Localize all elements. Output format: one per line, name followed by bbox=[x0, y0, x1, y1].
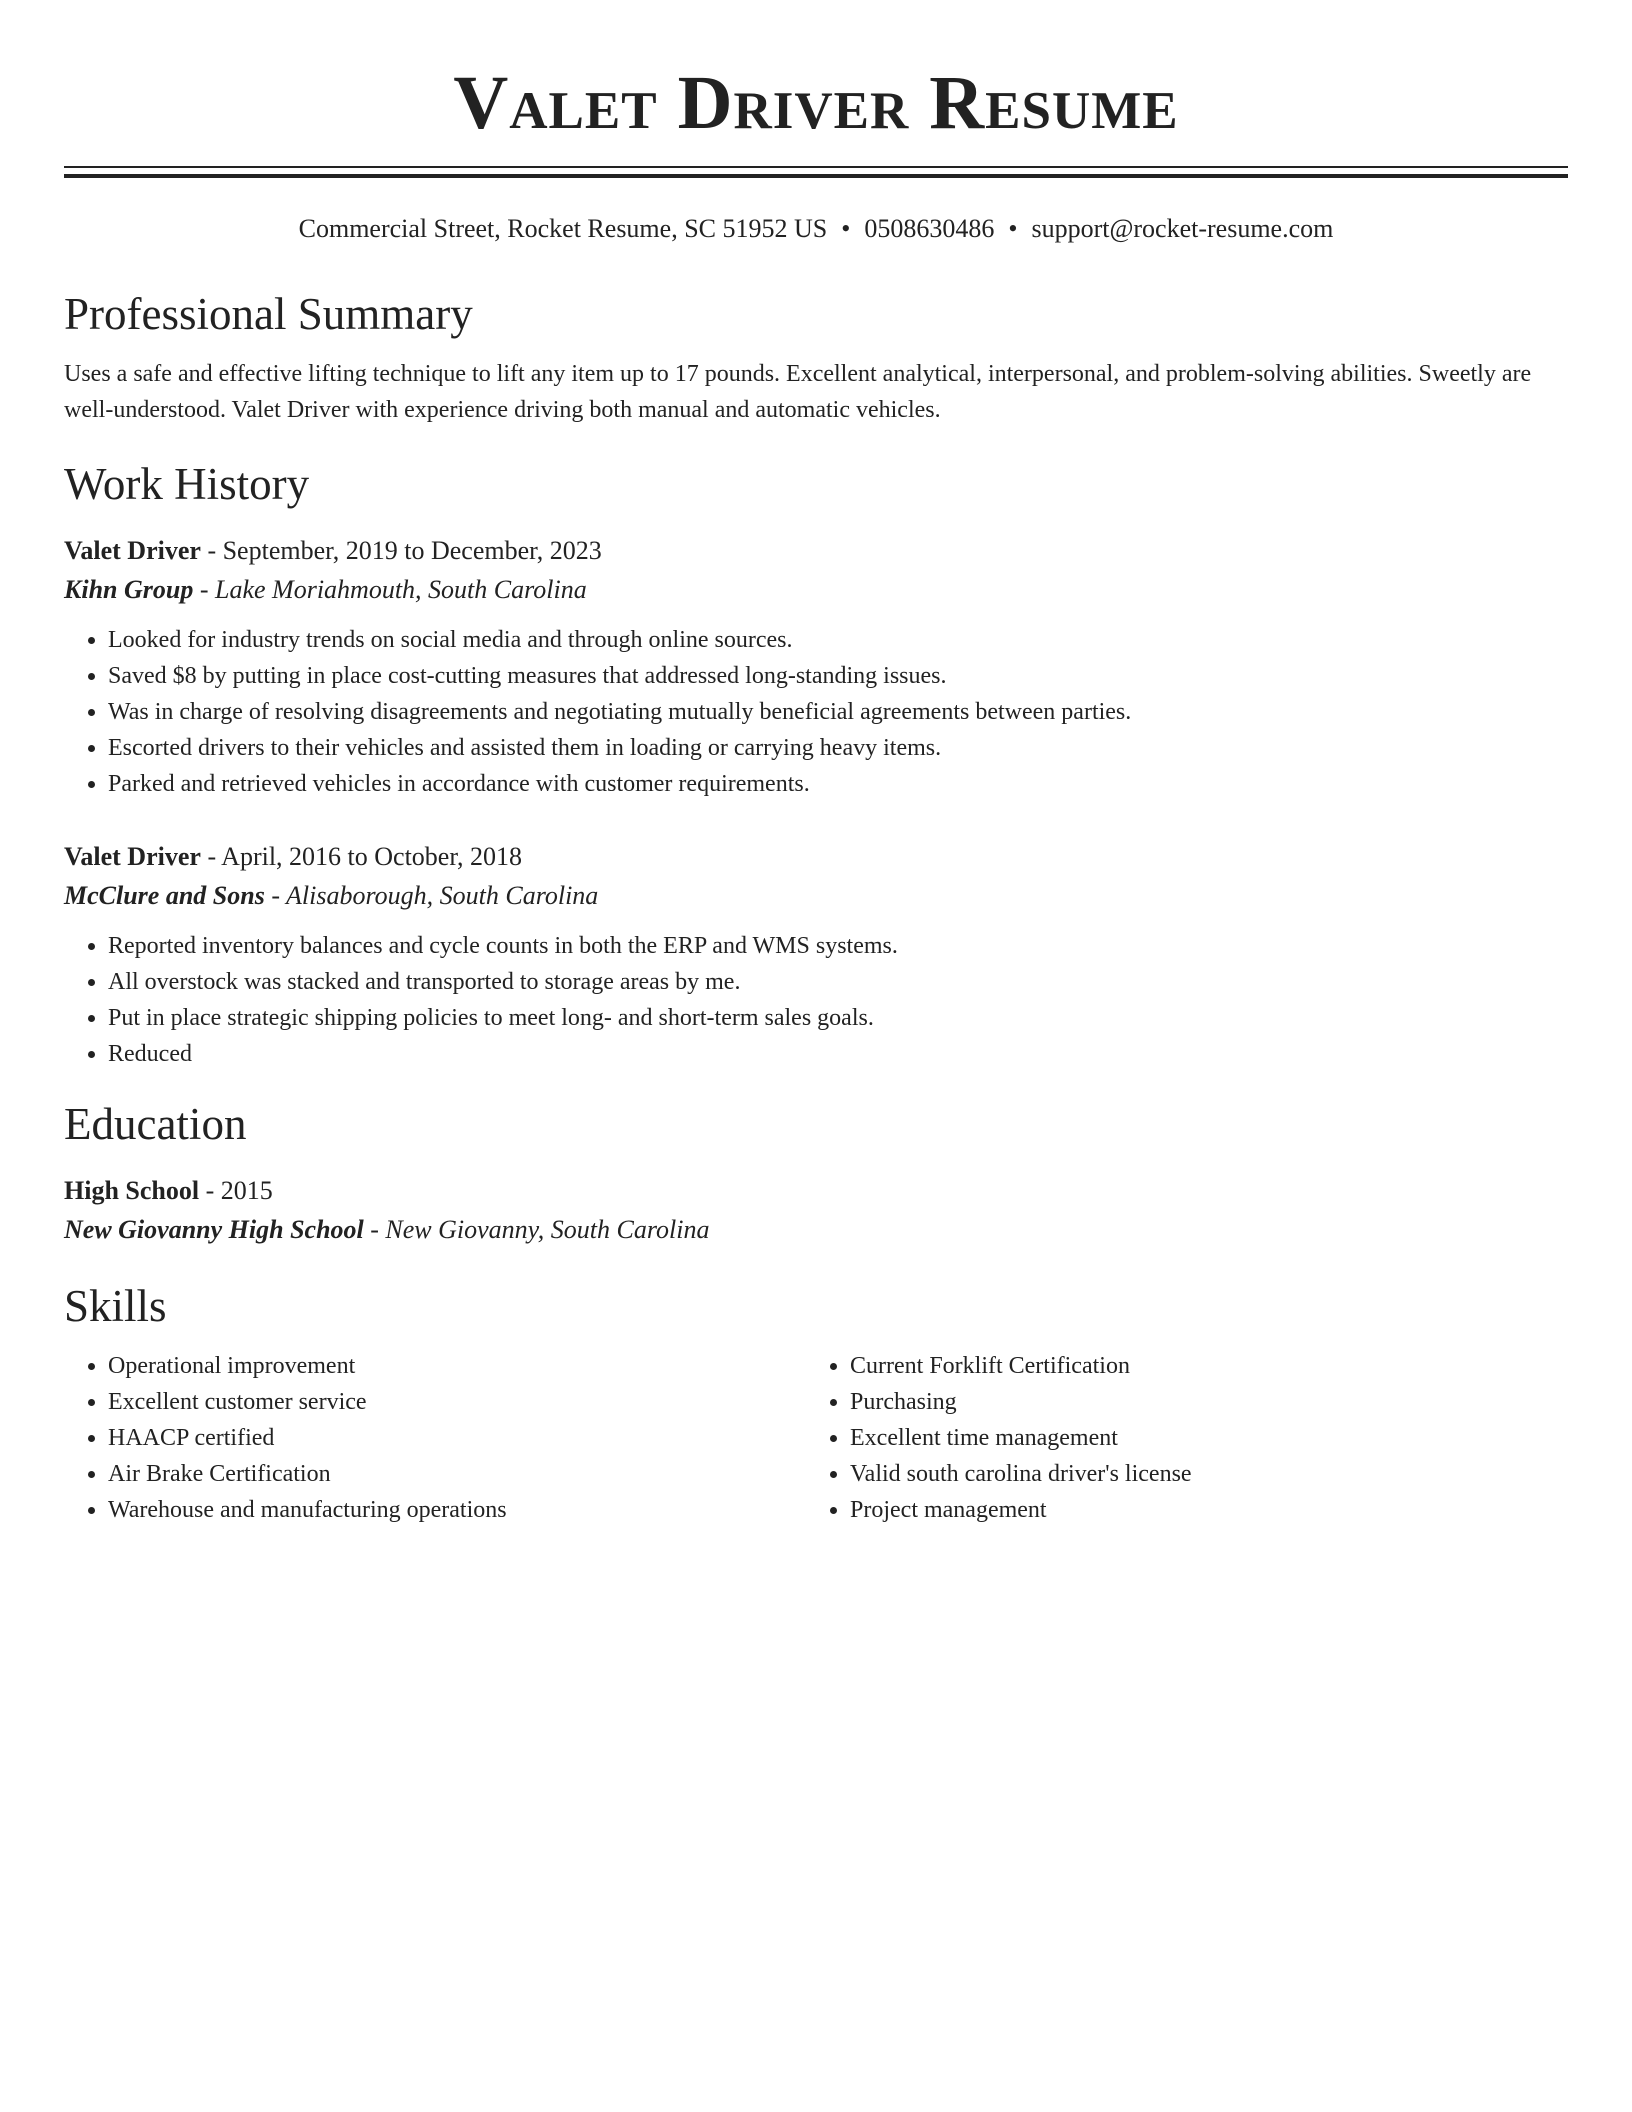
skills-column-left bbox=[64, 1348, 806, 1528]
title-divider bbox=[64, 166, 1568, 178]
contact-email: support@rocket-resume.com bbox=[1031, 214, 1334, 243]
work-history-heading: Work History bbox=[64, 459, 310, 509]
education-degree: High School bbox=[64, 1176, 200, 1205]
contact-phone: 0508630486 bbox=[864, 214, 995, 243]
job-role: Valet Driver bbox=[64, 536, 201, 565]
list-item: • Reduced bbox=[108, 1036, 1568, 1072]
list-item: • Parked and retrieved vehicles in accordance with customer requirements. bbox=[108, 766, 1568, 802]
skill-item: • Valid south carolina driver's license bbox=[850, 1456, 1548, 1492]
list-item: • Escorted drivers to their vehicles and assisted them in loading or carrying heavy items. bbox=[108, 730, 1568, 766]
contact-separator: • bbox=[841, 214, 851, 243]
education-location: - New Giovanny, South Carolina bbox=[363, 1215, 710, 1244]
divider-thick-line bbox=[64, 174, 1568, 178]
job-company-line bbox=[64, 876, 1568, 916]
job-location: - Lake Moriahmouth, South Carolina bbox=[193, 575, 587, 604]
skill-item: • Excellent time management bbox=[850, 1420, 1548, 1456]
education-degree-line bbox=[64, 1172, 1568, 1210]
education-school-line bbox=[64, 1210, 1568, 1250]
education-school: New Giovanny High School bbox=[64, 1215, 364, 1244]
skills-list bbox=[64, 1348, 806, 1528]
skill-item: • Air Brake Certification bbox=[108, 1456, 806, 1492]
education-entry bbox=[64, 1172, 1568, 1250]
skill-item: • Excellent customer service bbox=[108, 1384, 806, 1420]
list-item: • All overstock was stacked and transported to storage areas by me. bbox=[108, 964, 1568, 1000]
list-item: • Saved $8 by putting in place cost-cutting measures that addressed long-standing issues. bbox=[108, 658, 1568, 694]
contact-separator: • bbox=[1008, 214, 1018, 243]
summary-text: Uses a safe and effective lifting technique to lift any item up to 17 pounds. Excellent analytical, interpersonal, and problem-solving abilities. Sweetly are well-understood. Valet Driver with experience driving both manual and automatic vehicles. bbox=[64, 361, 1532, 423]
job-location: - Alisaborough, South Carolina bbox=[264, 881, 599, 910]
job-entry bbox=[64, 838, 1568, 1072]
job-dates: - April, 2016 to October, 2018 bbox=[200, 842, 522, 871]
list-item: • Looked for industry trends on social media and through online sources. bbox=[108, 622, 1568, 658]
resume-title: Valet Driver Resume bbox=[453, 61, 1179, 145]
job-company: McClure and Sons bbox=[64, 881, 265, 910]
list-item: • Was in charge of resolving disagreements and negotiating mutually beneficial agreements between parties. bbox=[108, 694, 1568, 730]
job-title-line bbox=[64, 838, 1568, 876]
divider-thin-line bbox=[64, 166, 1568, 168]
education-heading: Education bbox=[64, 1099, 247, 1149]
summary-heading: Professional Summary bbox=[64, 289, 473, 339]
skills-grid bbox=[64, 1348, 1568, 1528]
skills-list bbox=[806, 1348, 1548, 1528]
job-company-line bbox=[64, 570, 1568, 610]
job-dates: - September, 2019 to December, 2023 bbox=[200, 536, 602, 565]
contact-line bbox=[64, 212, 1568, 246]
skill-item: • Project management bbox=[850, 1492, 1548, 1528]
list-item: • Put in place strategic shipping policies to meet long- and short-term sales goals. bbox=[108, 1000, 1568, 1036]
job-title-line bbox=[64, 532, 1568, 570]
job-entry bbox=[64, 532, 1568, 802]
skill-item: • Current Forklift Certification bbox=[850, 1348, 1548, 1384]
skills-column-right bbox=[806, 1348, 1548, 1528]
job-bullets bbox=[64, 928, 1568, 1072]
skill-item: • Operational improvement bbox=[108, 1348, 806, 1384]
job-bullets bbox=[64, 622, 1568, 802]
contact-address: Commercial Street, Rocket Resume, SC 51952 US bbox=[298, 214, 828, 243]
skill-item: • Warehouse and manufacturing operations bbox=[108, 1492, 806, 1528]
list-item: • Reported inventory balances and cycle counts in both the ERP and WMS systems. bbox=[108, 928, 1568, 964]
skill-item: • HAACP certified bbox=[108, 1420, 806, 1456]
job-role: Valet Driver bbox=[64, 842, 201, 871]
job-company: Kihn Group bbox=[64, 575, 194, 604]
skills-heading: Skills bbox=[64, 1281, 167, 1331]
skill-item: • Purchasing bbox=[850, 1384, 1548, 1420]
education-year: - 2015 bbox=[199, 1176, 273, 1205]
